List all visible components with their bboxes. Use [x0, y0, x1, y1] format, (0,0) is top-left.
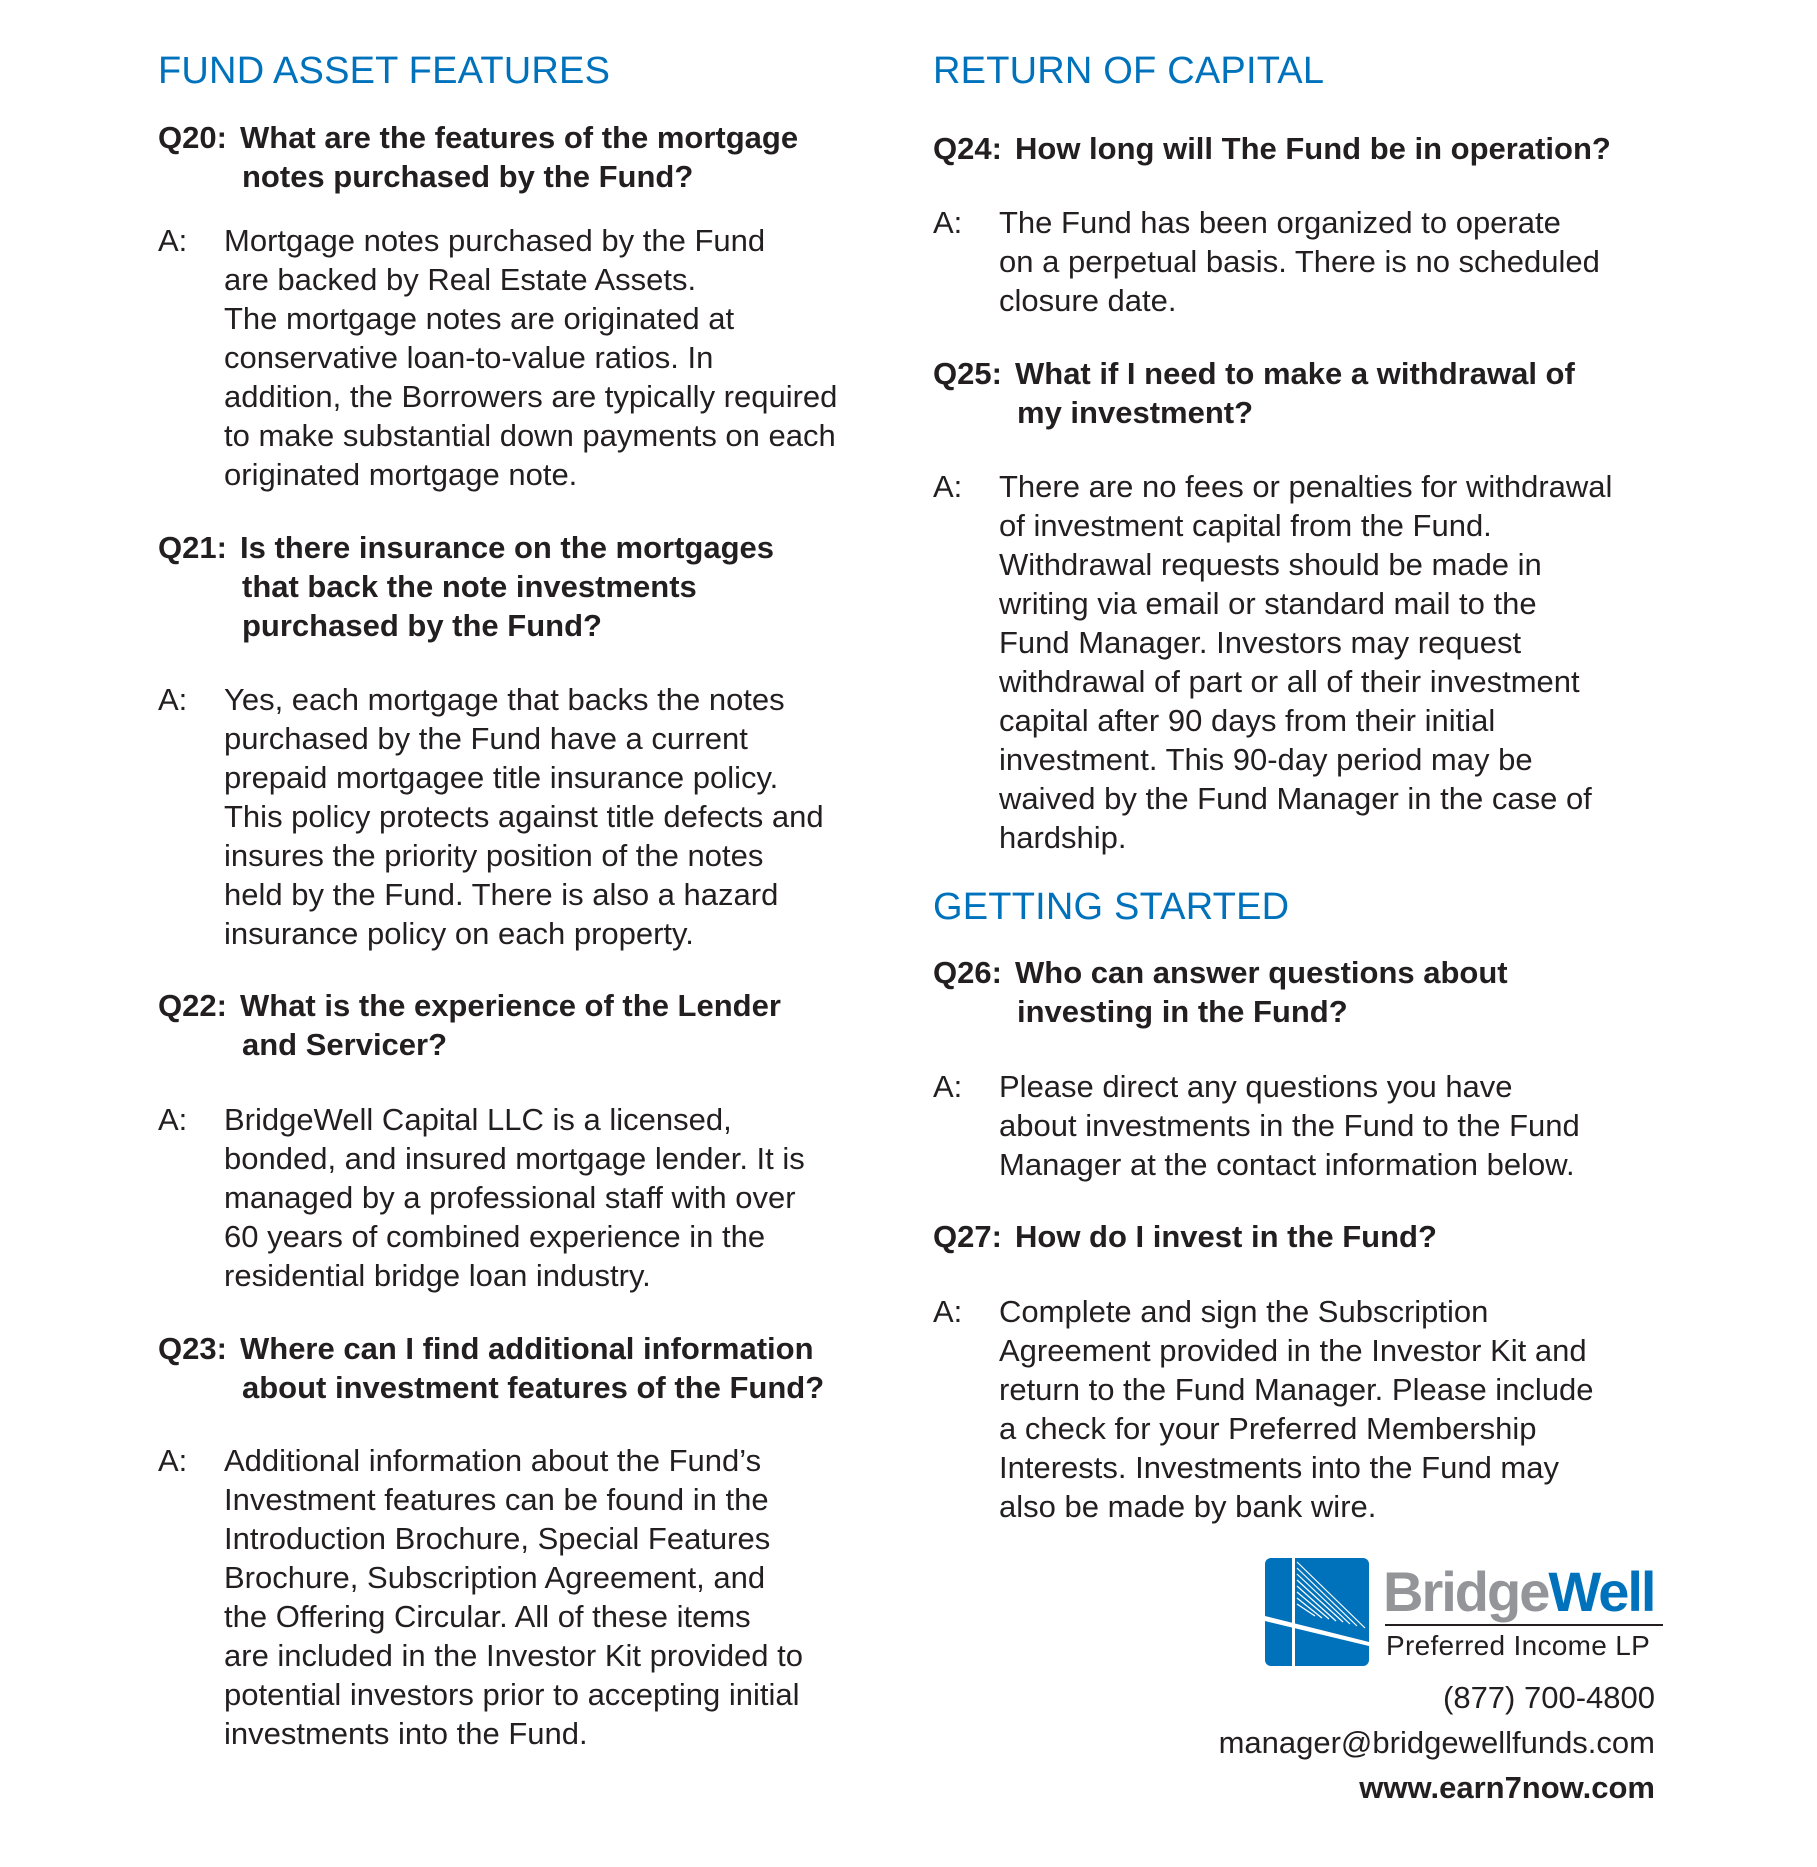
answer-line: investments into the Fund.	[224, 1716, 588, 1751]
answer-line: Manager at the contact information below.	[999, 1147, 1575, 1182]
answer-line: 60 years of combined experience in the	[224, 1219, 766, 1254]
answer-line: waived by the Fund Manager in the case of	[999, 781, 1592, 816]
question-line: my investment?	[1017, 395, 1254, 430]
answer-line: Fund Manager. Investors may request	[999, 625, 1522, 660]
answer-line: managed by a professional staff with over	[224, 1180, 796, 1215]
question-q22	[158, 986, 781, 1064]
answer-line: of investment capital from the Fund.	[999, 508, 1492, 543]
answer-q20	[158, 221, 837, 494]
answer-label: A:	[933, 205, 963, 240]
question-line: What is the experience of the Lender	[240, 988, 781, 1023]
answer-label: A:	[158, 223, 188, 258]
answer-line: closure date.	[999, 283, 1177, 318]
question-line: notes purchased by the Fund?	[242, 159, 694, 194]
answer-line: originated mortgage note.	[224, 457, 578, 492]
question-line: about investment features of the Fund?	[242, 1370, 825, 1405]
answer-line: are backed by Real Estate Assets.	[224, 262, 697, 297]
question-q23	[158, 1329, 824, 1407]
question-line: Where can I find additional information	[240, 1331, 814, 1366]
answer-q22	[158, 1100, 805, 1295]
answer-line: hardship.	[999, 820, 1127, 855]
answer-q25	[933, 467, 1612, 857]
question-line: How long will The Fund be in operation?	[1015, 131, 1611, 166]
question-q20	[158, 118, 798, 196]
answer-label: A:	[933, 1069, 963, 1104]
logo-word-bridge: Bridge	[1383, 1560, 1549, 1623]
bridgewell-logo	[1265, 1558, 1665, 1670]
answer-line: writing via email or standard mail to the	[999, 586, 1537, 621]
answer-line: the Offering Circular. All of these items	[224, 1599, 751, 1634]
logo-word-well: Well	[1548, 1560, 1655, 1623]
answer-line: There are no fees or penalties for withdrawal	[999, 469, 1613, 504]
answer-line: Please direct any questions you have	[999, 1069, 1513, 1104]
answer-line: a check for your Preferred Membership	[999, 1411, 1537, 1446]
answer-line: Complete and sign the Subscription	[999, 1294, 1489, 1329]
question-q27	[933, 1217, 1437, 1256]
question-q25	[933, 354, 1575, 432]
answer-line: prepaid mortgagee title insurance policy.	[224, 760, 779, 795]
contact-phone: (877) 700-4800	[1443, 1680, 1655, 1715]
question-q24	[933, 129, 1611, 168]
answer-line: return to the Fund Manager. Please include	[999, 1372, 1594, 1407]
question-line: purchased by the Fund?	[242, 608, 602, 643]
logo-divider	[1385, 1624, 1663, 1626]
logo-wordmark	[1383, 1562, 1654, 1622]
answer-q24	[933, 203, 1600, 320]
answer-line: Withdrawal requests should be made in	[999, 547, 1542, 582]
question-line: Who can answer questions about	[1015, 955, 1508, 990]
question-number: Q21:	[158, 530, 227, 565]
question-line: How do I invest in the Fund?	[1015, 1219, 1437, 1254]
answer-line: addition, the Borrowers are typically required	[224, 379, 838, 414]
answer-line: residential bridge loan industry.	[224, 1258, 651, 1293]
answer-line: on a perpetual basis. There is no scheduled	[999, 244, 1600, 279]
question-number: Q27:	[933, 1219, 1002, 1254]
question-line: Is there insurance on the mortgages	[240, 530, 775, 565]
answer-label: A:	[933, 1294, 963, 1329]
section-title-getting-started: GETTING STARTED	[933, 886, 1290, 928]
answer-line: to make substantial down payments on each	[224, 418, 836, 453]
question-number: Q20:	[158, 120, 227, 155]
question-line: investing in the Fund?	[1017, 994, 1348, 1029]
question-number: Q26:	[933, 955, 1002, 990]
answer-line: about investments in the Fund to the Fund	[999, 1108, 1580, 1143]
answer-line: Additional information about the Fund’s	[224, 1443, 762, 1478]
question-line: and Servicer?	[242, 1027, 448, 1062]
answer-line: insures the priority position of the notes	[224, 838, 764, 873]
answer-line: The Fund has been organized to operate	[999, 205, 1561, 240]
answer-line: withdrawal of part or all of their investment	[999, 664, 1580, 699]
answer-line: Brochure, Subscription Agreement, and	[224, 1560, 766, 1595]
answer-line: are included in the Investor Kit provided to	[224, 1638, 804, 1673]
answer-line: insurance policy on each property.	[224, 916, 694, 951]
answer-q26	[933, 1067, 1580, 1184]
answer-line: Interests. Investments into the Fund may	[999, 1450, 1559, 1485]
answer-label: A:	[158, 1443, 188, 1478]
question-number: Q24:	[933, 131, 1002, 166]
answer-line: Mortgage notes purchased by the Fund	[224, 223, 766, 258]
logo-subtitle: Preferred Income LP	[1386, 1630, 1651, 1661]
answer-q21	[158, 680, 824, 953]
question-line: What are the features of the mortgage	[240, 120, 799, 155]
answer-line: BridgeWell Capital LLC is a licensed,	[224, 1102, 732, 1137]
answer-line: capital after 90 days from their initial	[999, 703, 1496, 738]
answer-line: Agreement provided in the Investor Kit and	[999, 1333, 1587, 1368]
answer-line: investment. This 90-day period may be	[999, 742, 1533, 777]
answer-q23	[158, 1441, 803, 1753]
contact-email[interactable]: manager@bridgewellfunds.com	[1218, 1725, 1655, 1760]
question-number: Q22:	[158, 988, 227, 1023]
answer-label: A:	[158, 1102, 188, 1137]
answer-line: potential investors prior to accepting initial	[224, 1677, 800, 1712]
answer-line: also be made by bank wire.	[999, 1489, 1377, 1524]
answer-label: A:	[158, 682, 188, 717]
answer-line: bonded, and insured mortgage lender. It is	[224, 1141, 805, 1176]
answer-line: The mortgage notes are originated at	[224, 301, 735, 336]
question-number: Q25:	[933, 356, 1002, 391]
question-q21	[158, 528, 774, 645]
section-title-fund-asset-features: FUND ASSET FEATURES	[158, 50, 611, 92]
answer-line: conservative loan-to-value ratios. In	[224, 340, 714, 375]
answer-label: A:	[933, 469, 963, 504]
question-line: What if I need to make a withdrawal of	[1015, 356, 1575, 391]
answer-line: purchased by the Fund have a current	[224, 721, 748, 756]
answer-line: Yes, each mortgage that backs the notes	[224, 682, 785, 717]
question-number: Q23:	[158, 1331, 227, 1366]
answer-line: Introduction Brochure, Special Features	[224, 1521, 771, 1556]
section-title-return-of-capital: RETURN OF CAPITAL	[933, 50, 1325, 92]
contact-website[interactable]: www.earn7now.com	[1359, 1770, 1655, 1805]
answer-line: held by the Fund. There is also a hazard	[224, 877, 779, 912]
answer-line: This policy protects against title defects and	[224, 799, 824, 834]
question-q26	[933, 953, 1508, 1031]
answer-q27	[933, 1292, 1594, 1526]
question-line: that back the note investments	[242, 569, 697, 604]
answer-line: Investment features can be found in the	[224, 1482, 769, 1517]
bridge-logo-icon	[1265, 1558, 1369, 1666]
